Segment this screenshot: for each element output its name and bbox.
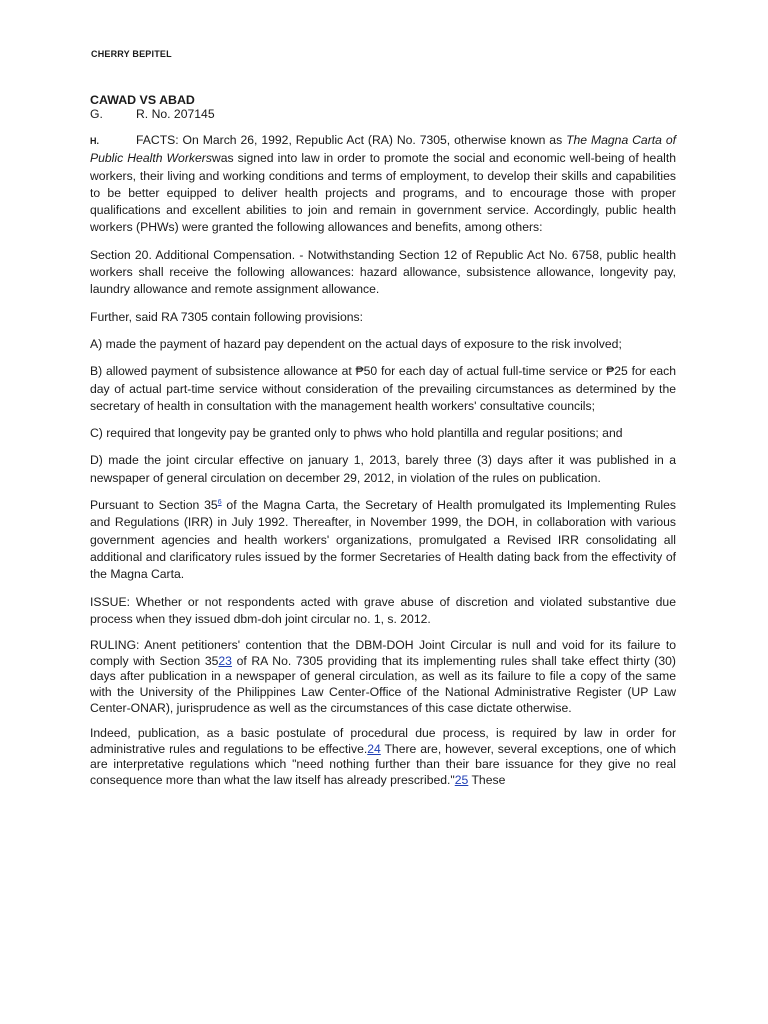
ruling-text-pre: RULING: Anent petitioners' contention that the DBM-DOH Joint Circular is null and void for its failure to comply with Section 35 — [90, 638, 676, 668]
document-body — [90, 93, 676, 788]
pursuant-text-post: of the Magna Carta, the Secretary of Health promulgated its Implementing Rules and Regulations (IRR) in July 1992. Thereafter, in November 1999, the DOH, in collaboration with various government agencies and health workers' organizations, promulgated a Revised IRR consolidating all additional and clarificatory rules issued by the former Secretaries of Health dating back from the effectivity of the Magna Carta. — [90, 498, 676, 582]
facts-paragraph — [90, 132, 676, 237]
ruling-text-post: of RA No. 7305 providing that its implementing rules shall take effect thirty (30) days after publication in a newspaper of general circulation, as well as its failure to file a copy of the same with the University of the Philippines Law Center-Office of the National Administrative Register (UP Law Center-ONAR), jurisprudence as well as the circumstances of this case dictate otherwise. — [90, 653, 676, 715]
footnote-link-23[interactable]: 23 — [218, 653, 232, 668]
footnote-link-25[interactable]: 25 — [454, 772, 469, 787]
indeed-paragraph — [90, 726, 676, 788]
ruling-paragraph — [90, 638, 676, 716]
provision-c: C) required that longevity pay be granted only to phws who hold plantilla and regular positions; and — [90, 426, 623, 441]
facts-text-post: was signed into law in order to promote the social and economic well-being of health workers, their living and working conditions and terms of employment, to develop their skills and capabilities to be better equipped to deliver health projects and programs, and to encourage those with proper qualifications and excellent abilities to join and remain in government service. Accordingly, public health workers (PHWs) were granted the following allowances and benefits, among others: — [90, 151, 676, 235]
further-paragraph: Further, said RA 7305 contain following provisions: — [90, 309, 364, 324]
provision-d: D) made the joint circular effective on january 1, 2013, barely three (3) days after it was published in a newspaper of general circulation on december 29, 2012, in violation of the rules on publication. — [90, 453, 676, 485]
case-number-prefix: G. — [90, 107, 103, 121]
case-number-value: R. No. 207145 — [136, 107, 215, 121]
indeed-text-post: These — [468, 772, 506, 787]
pursuant-text-pre: Pursuant to Section 35 — [90, 498, 218, 513]
pursuant-paragraph — [90, 497, 676, 583]
footnote-link-24[interactable]: 24 — [367, 741, 381, 756]
facts-label: H. — [90, 136, 99, 146]
issue-paragraph: ISSUE: Whether or not respondents acted with grave abuse of discretion and violated substantive due process when they issued dbm-doh joint circular no. 1, s. 2012. — [90, 594, 676, 626]
case-number — [90, 107, 676, 122]
indeed-text-mid: There are, however, several exceptions, one of which are interpretative regulations which "need nothing further than their bare issuance for they give no real consequence more than what the law itself has already prescribed." — [90, 741, 676, 787]
author-name: CHERRY BEPITEL — [91, 49, 172, 59]
indeed-text-pre: Indeed, publication, as a basic postulate of procedural due process, is required by law in order for administrative rules and regulations to be effective. — [90, 726, 676, 756]
case-title: CAWAD VS ABAD — [90, 93, 195, 107]
footnote-link-6[interactable]: 6 — [217, 499, 222, 507]
provision-b: B) allowed payment of subsistence allowance at ₱50 for each day of actual full-time service or ₱25 for each day of actual part-time service without consideration of the prevailing circumstances as determined by the secretary of health in consultation with the management health workers' consultative councils; — [90, 364, 676, 413]
section20-paragraph: Section 20. Additional Compensation. - Notwithstanding Section 12 of Republic Act No. 6758, public health workers shall receive the following allowances: hazard allowance, subsistence allowance, longevity pay, laundry allowance and remote assignment allowance. — [90, 247, 676, 297]
facts-text-pre: FACTS: On March 26, 1992, Republic Act (RA) No. 7305, otherwise known as — [136, 133, 567, 147]
provision-a: A) made the payment of hazard pay dependent on the actual days of exposure to the risk involved; — [90, 336, 622, 351]
law-title: The Magna Carta of Public Health Workers — [90, 133, 676, 166]
